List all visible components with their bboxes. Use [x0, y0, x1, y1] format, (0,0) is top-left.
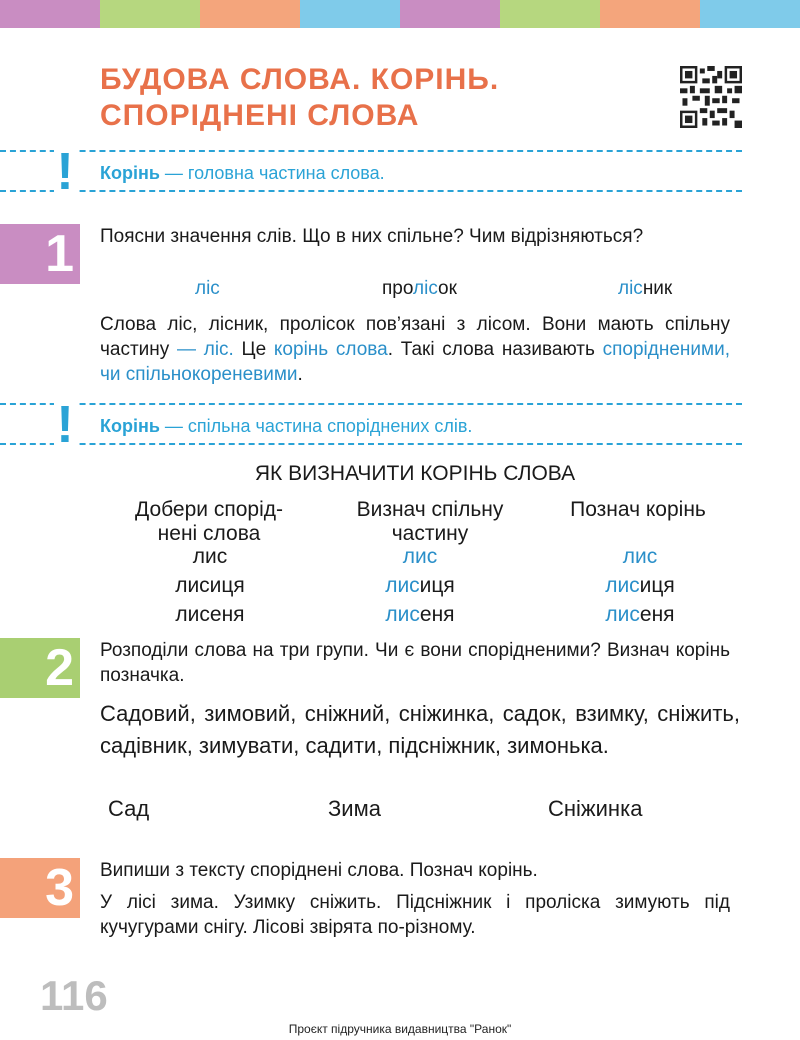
- rule-2-term: Корінь: [100, 416, 160, 436]
- step-1-line-1: Добери спорід-: [135, 498, 283, 521]
- root: лис: [605, 603, 640, 626]
- root: лис: [402, 545, 438, 568]
- top-bar-segment: [700, 0, 800, 28]
- word-suffix: ок: [438, 278, 457, 299]
- footer-credit: Проєкт підручника видавництва "Ранок": [288, 1022, 512, 1036]
- rule-2-definition: — спільна частина споріднених слів.: [159, 416, 473, 436]
- top-bar-segment: [500, 0, 600, 28]
- root: лис: [385, 603, 420, 626]
- step-1-line-2: нені слова: [157, 522, 261, 545]
- word-lisnyk: [618, 278, 672, 300]
- example-common-part: [320, 574, 520, 598]
- how-to-heading: ЯК ВИЗНАЧИТИ КОРІНЬ СЛОВА: [254, 462, 576, 485]
- group-label: Сад: [108, 796, 150, 821]
- page-title: [100, 62, 660, 134]
- step-2: [330, 498, 530, 546]
- task-3-question: Випиши з тексту споріднені слова. Познач корінь.: [100, 860, 538, 881]
- rule-1-text: [100, 162, 385, 184]
- step-3: [548, 498, 728, 522]
- rule-1-definition: — головна частина слова.: [159, 163, 385, 183]
- example-marked-root: [540, 574, 740, 598]
- root: лис: [605, 574, 640, 597]
- explain-part: . Такі слова називають: [387, 339, 603, 360]
- task-2-words: Садовий, зимовий, сніжний, сніжинка, садок, взимку, сніжить, садівник, зимувати, садити, підсніжник, зимонька.: [100, 701, 740, 758]
- rest: иця: [419, 574, 455, 597]
- top-bar-segment: [200, 0, 300, 28]
- rule-2-text: [100, 415, 472, 437]
- explain-highlight: спорідненими, чи спільнокореневими: [100, 339, 730, 385]
- root: лис: [385, 574, 420, 597]
- rest: иця: [639, 574, 675, 597]
- task-1-number: 1: [0, 224, 80, 284]
- top-bar-segment: [600, 0, 700, 28]
- page-number: 116: [40, 972, 108, 1019]
- root: лис: [622, 545, 658, 568]
- step-3-line-1: Познач корінь: [570, 498, 706, 521]
- top-bar-segment: [300, 0, 400, 28]
- word-lis: ліс: [195, 278, 220, 299]
- word-suffix: ник: [642, 278, 673, 299]
- explain-part: Це: [233, 339, 274, 360]
- top-bar-segment: [0, 0, 100, 28]
- qr-code-icon[interactable]: [680, 66, 742, 128]
- explain-part: Слова ліс, лісник, пролісок пов’язані з лісом. Вони мають спільну частину: [100, 314, 730, 360]
- title-line-2: СПОРІДНЕНІ СЛОВА: [100, 99, 420, 132]
- explain-highlight: корінь слова: [273, 339, 388, 360]
- group-label: Зима: [328, 796, 381, 821]
- word-prolisok: [382, 278, 457, 300]
- group-label: Сніжинка: [548, 796, 643, 821]
- rest: еня: [419, 603, 455, 626]
- task-1-explanation: [100, 312, 730, 387]
- rest: еня: [639, 603, 675, 626]
- word-root: ліс: [413, 278, 439, 299]
- rule-1-term: Корінь: [100, 163, 160, 183]
- word-root: ліс: [618, 278, 643, 299]
- example-word: лис: [192, 545, 228, 568]
- task-2-number: 2: [0, 638, 80, 698]
- example-common-part: [320, 603, 520, 627]
- top-bar-segment: [100, 0, 200, 28]
- task-2-question: Розподіли слова на три групи. Чи є вони спорідненими? Визнач корінь позначка.: [100, 640, 730, 686]
- example-marked-root: [540, 545, 740, 569]
- example-word: лисеня: [175, 603, 245, 626]
- example-common-part: [320, 545, 520, 569]
- explain-highlight: — ліс.: [169, 339, 234, 360]
- example-marked-root: [540, 603, 740, 627]
- explain-part: .: [297, 364, 303, 385]
- task-1-question: Поясни значення слів. Що в них спільне? Чим відрізняються?: [100, 226, 644, 247]
- exclamation-icon: !: [54, 399, 76, 451]
- task-3-number: 3: [0, 858, 80, 918]
- step-2-line-1: Визнач спільну: [356, 498, 504, 521]
- task-1-words: [100, 278, 730, 304]
- word-prefix: про: [382, 278, 414, 299]
- step-2-line-2: частину: [391, 522, 469, 545]
- title-line-1: БУДОВА СЛОВА. КОРІНЬ.: [100, 63, 500, 96]
- task-3-text: У лісі зима. Узимку сніжить. Підсніжник і проліска зимують під кучугурами снігу. Лісові звірята по-різному.: [100, 892, 730, 938]
- top-bar-segment: [400, 0, 500, 28]
- example-word: лисиця: [175, 574, 245, 597]
- exclamation-icon: !: [54, 146, 76, 198]
- step-1: [100, 498, 318, 546]
- top-color-bar: [0, 0, 800, 28]
